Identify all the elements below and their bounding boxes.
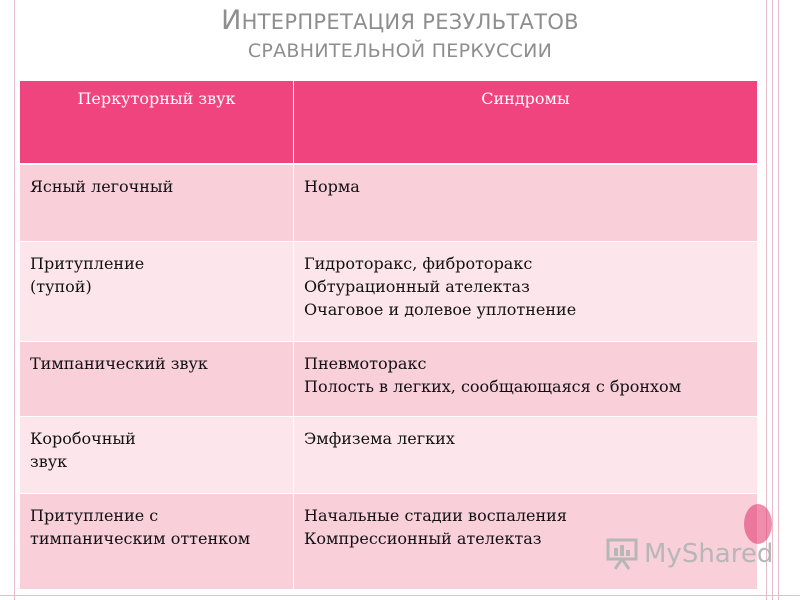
title-initial-letter: И [221, 5, 242, 36]
sound-label: Коробочный звук [30, 429, 136, 471]
cell-syndromes [294, 242, 758, 342]
decorative-frame-line-left [14, 0, 15, 600]
table-row [20, 417, 758, 494]
title-line-2: СРАВНИТЕЛЬНОЙ ПЕРКУССИИ [247, 40, 553, 62]
header-percussion-sound [20, 81, 294, 164]
title-line-1-rest: НТЕРПРЕТАЦИЯ РЕЗУЛЬТАТОВ [241, 10, 579, 34]
sound-label: Тимпанический звук [30, 354, 208, 373]
decorative-frame-line-bottom [0, 595, 800, 596]
header-syndromes [294, 81, 758, 164]
percussion-table [19, 81, 758, 590]
sound-label: Притупление (тупой) [30, 254, 145, 296]
decorative-frame-line-right-2 [772, 0, 773, 600]
syndrome-line: Полость в легких, сообщающаяся с бронхом [304, 377, 682, 396]
decorative-frame-line-right-3 [778, 0, 779, 600]
syndrome-line: Эмфизема легких [304, 429, 455, 448]
watermark-text: MyShared [644, 539, 774, 569]
table-row [20, 242, 758, 342]
syndrome-line: Начальные стадии воспаления [304, 506, 567, 525]
sound-label: Ясный легочный [30, 177, 174, 196]
table-row [20, 342, 758, 417]
myshared-watermark [605, 534, 773, 574]
cell-syndromes [294, 342, 758, 417]
slide-title [20, 6, 780, 76]
sound-label: Притупление с тимпаническим оттенком [30, 506, 251, 548]
presentation-board-icon [605, 537, 639, 571]
syndrome-line: Обтурационный ателектаз [304, 277, 530, 296]
cell-sound [20, 417, 294, 494]
syndrome-line: Очаговое и долевое уплотнение [304, 300, 577, 319]
cell-sound [20, 494, 294, 590]
cell-syndromes [294, 417, 758, 494]
syndrome-line: Компрессионный ателектаз [304, 529, 542, 548]
header-syndromes-label: Синдромы [481, 89, 570, 108]
cell-sound [20, 164, 294, 242]
table-header-row [20, 81, 758, 164]
header-percussion-sound-label: Перкуторный звук [77, 89, 236, 108]
title-line-1 [20, 6, 780, 37]
syndrome-line: Норма [304, 177, 360, 196]
cell-sound [20, 242, 294, 342]
cell-sound [20, 342, 294, 417]
syndrome-line: Пневмоторакс [304, 354, 427, 373]
table-row [20, 164, 758, 242]
syndrome-line: Гидроторакс, фиброторакс [304, 254, 533, 273]
cell-syndromes [294, 164, 758, 242]
